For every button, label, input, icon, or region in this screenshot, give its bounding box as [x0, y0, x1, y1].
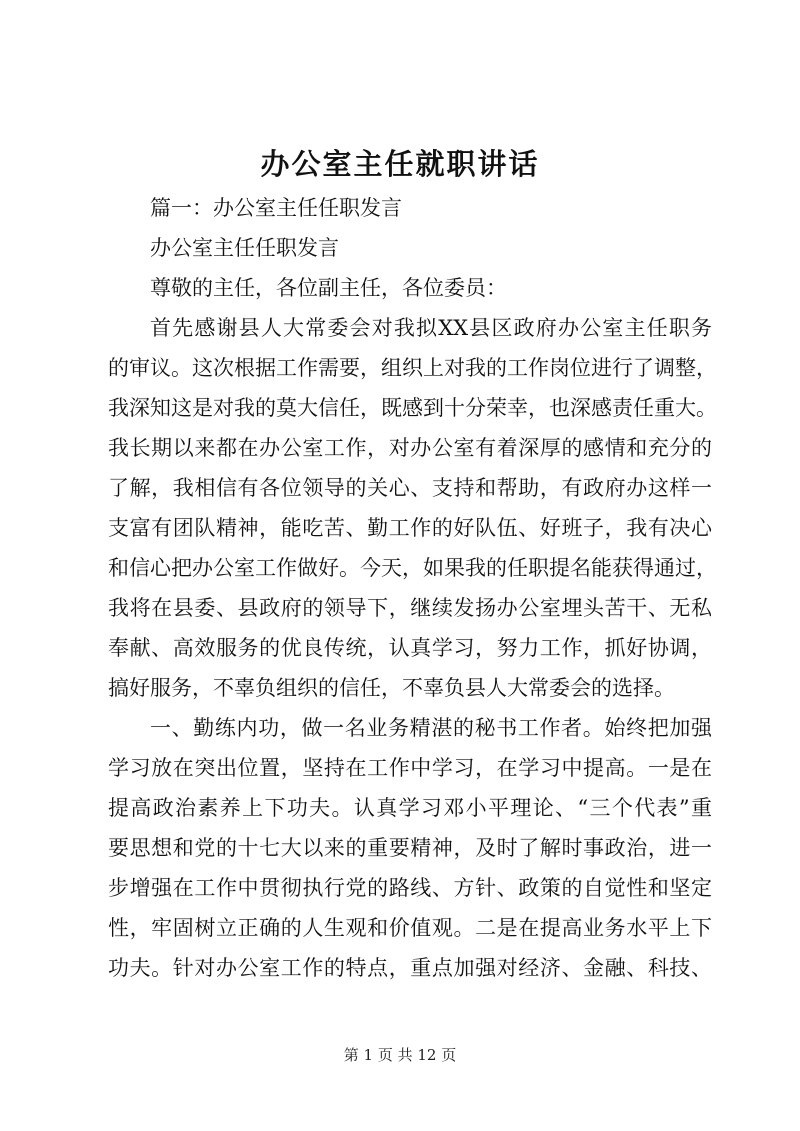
paragraph-line: 我深知这是对我的莫大信任，既感到十分荣幸，也深感责任重大。	[108, 396, 717, 420]
paragraph-line: 奉献、高效服务的优良传统，认真学习，努力工作，抓好协调，	[108, 636, 712, 660]
paragraph-line: 我将在县委、县政府的领导下，继续发扬办公室埋头苦干、无私	[108, 596, 712, 620]
paragraph-line: 我长期以来都在办公室工作，对办公室有着深厚的感情和充分的	[108, 436, 712, 460]
paragraph-line: 性，牢固树立正确的人生观和价值观。二是在提高业务水平上下	[108, 916, 712, 940]
paragraph-line: 和信心把办公室工作做好。今天，如果我的任职提名能获得通过，	[108, 556, 717, 580]
section-heading: 篇一：办公室主任任职发言	[150, 196, 402, 220]
paragraph-line: 的审议。这次根据工作需要，组织上对我的工作岗位进行了调整，	[108, 356, 717, 380]
paragraph-line: 搞好服务，不辜负组织的信任，不辜负县人大常委会的选择。	[108, 676, 675, 700]
paragraph-line: 一、勤练内功，做一名业务精湛的秘书工作者。始终把加强	[150, 716, 712, 740]
paragraph-line: 要思想和党的十七大以来的重要精神，及时了解时事政治，进一	[108, 836, 712, 860]
page-footer: 第 1 页 共 12 页	[343, 1046, 457, 1064]
paragraph-line: 了解，我相信有各位领导的关心、支持和帮助，有政府办这样一	[108, 476, 712, 500]
paragraph-line: 支富有团队精神，能吃苦、勤工作的好队伍、好班子，我有决心	[108, 516, 712, 540]
salutation: 尊敬的主任，各位副主任，各位委员：	[150, 276, 507, 300]
paragraph-line: 步增强在工作中贯彻执行党的路线、方针、政策的自觉性和坚定	[108, 876, 712, 900]
paragraph-line: 功夫。针对办公室工作的特点，重点加强对经济、金融、科技、	[108, 956, 712, 980]
paragraph-line: 提高政治素养上下功夫。认真学习邓小平理论、“三个代表”重	[108, 796, 712, 820]
document-title: 办公室主任就职讲话	[260, 147, 540, 181]
paragraph-line: 首先感谢县人大常委会对我拟XX县区政府办公室主任职务	[150, 316, 712, 340]
paragraph-line: 学习放在突出位置，坚持在工作中学习，在学习中提高。一是在	[108, 756, 712, 780]
speech-title: 办公室主任任职发言	[150, 236, 339, 260]
